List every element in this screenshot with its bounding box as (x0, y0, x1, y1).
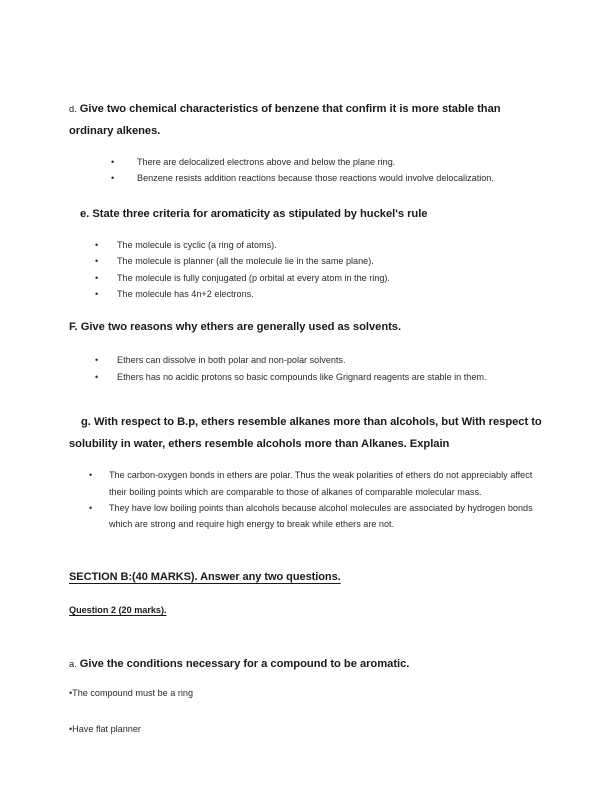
question-text-2a: Give the conditions necessary for a compound to be aromatic. (79, 657, 410, 670)
question-heading-g (69, 411, 547, 455)
list-item: • There are delocalized electrons above and below the plane ring. (69, 154, 547, 170)
spacer (69, 225, 547, 237)
spacer (69, 302, 547, 316)
spacer (69, 583, 547, 605)
question-text-d: Give two chemical characteristics of benzene that confirm it is more stable than ordinary alkenes. (69, 103, 501, 137)
spacer (69, 142, 547, 154)
answer-line: •The compound must be a ring (69, 687, 193, 698)
spacer (69, 385, 547, 411)
question-label-e: e. (80, 207, 90, 220)
list-item: • Benzene resists addition reactions because those reactions would involve delocalization. (69, 170, 547, 186)
answer-line: •Have flat planner (69, 723, 141, 734)
spacer (69, 615, 547, 653)
question-2-label: Question 2 (20 marks). (69, 604, 167, 615)
list-item: • The carbon-oxygen bonds in ethers are polar. Thus the weak polarities of ethers do not appreciably affect their boiling points which are comparable to those of alkanes of comparable molecular mass. (69, 467, 547, 500)
question-label-d: d. (69, 104, 77, 114)
answer-list-d (69, 154, 547, 187)
section-b-title: SECTION B:(40 MARKS). Answer any two questions. (69, 570, 341, 583)
list-item: • Ethers can dissolve in both polar and non-polar solvents. (69, 352, 547, 368)
spacer (69, 533, 547, 571)
list-item: • Ethers has no acidic protons so basic compounds like Grignard reagents are stable in them. (69, 369, 547, 385)
list-item: • The molecule is fully conjugated (p orbital at every atom in the ring). (69, 270, 547, 286)
list-item: • They have low boiling points than alcohols because alcohol molecules are associated by hydrogen bonds which are strong and require high energy to break while ethers are not. (69, 500, 547, 533)
answer-list-f (69, 352, 547, 385)
spacer (69, 675, 547, 685)
spacer (69, 338, 547, 352)
question-text-g: With respect to B.p, ethers resemble alkanes more than alcohols, but With respect to solubility in water, ethers resemble alcohols more than Alkanes. Explain (69, 416, 542, 451)
spacer (69, 455, 547, 467)
list-item: • The molecule is planner (all the molecule lie in the same plane). (69, 253, 547, 269)
question-heading-2a (69, 653, 547, 675)
answer-list-e (69, 237, 547, 303)
question-text-e: State three criteria for aromaticity as stipulated by huckel's rule (92, 207, 428, 220)
question-label-2a: a. (69, 658, 77, 669)
answer-list-g (69, 467, 547, 533)
question-label-f: F. (69, 321, 78, 334)
list-item: • The molecule is cyclic (a ring of atoms). (69, 237, 547, 253)
list-item: • The molecule has 4n+2 electrons. (69, 286, 547, 302)
question-heading-e (69, 203, 547, 225)
question-heading-f (69, 316, 547, 338)
spacer (69, 701, 547, 721)
question-heading-d (69, 98, 547, 142)
spacer (69, 187, 547, 203)
question-label-g: g. (81, 416, 91, 429)
document-content (69, 98, 547, 737)
question-text-f: Give two reasons why ethers are generally used as solvents. (80, 321, 402, 334)
